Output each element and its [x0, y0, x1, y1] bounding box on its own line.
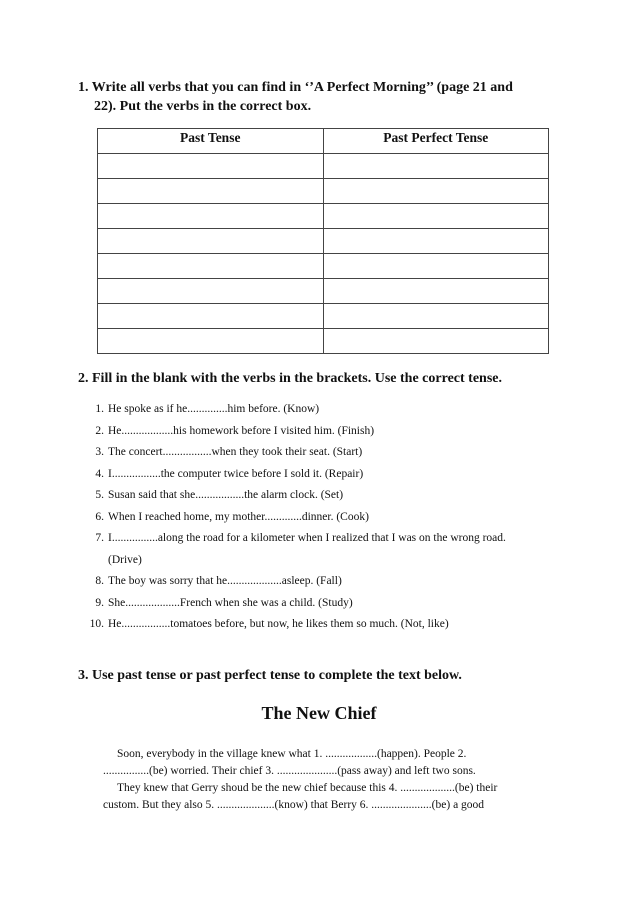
past-tense-cell[interactable]: [98, 304, 324, 329]
past-tense-cell[interactable]: [98, 254, 324, 279]
past-perfect-tense-cell[interactable]: [323, 304, 549, 329]
table-row: [98, 304, 549, 329]
list-item: [76, 571, 566, 593]
story-title: The New Chief: [261, 703, 377, 723]
past-tense-cell[interactable]: [98, 279, 324, 304]
list-item: [76, 399, 566, 421]
table-row: [98, 229, 549, 254]
table-header-row: [98, 129, 549, 154]
item-sentence: I.................the computer twice before I sold it. (Repair): [108, 467, 364, 480]
past-tense-cell[interactable]: [98, 154, 324, 179]
item-number: 9.: [95, 596, 104, 609]
table-row: [98, 154, 549, 179]
column-header-past-tense: Past Tense: [98, 129, 324, 154]
item-number: 8.: [95, 575, 104, 587]
item-sentence: Susan said that she.................the alarm clock. (Set): [108, 489, 344, 501]
question-3-heading: 3. Use past tense or past perfect tense to complete the text below.: [78, 668, 462, 683]
item-number: 10.: [89, 618, 104, 630]
list-item: [76, 507, 566, 529]
question-1-heading: [78, 78, 558, 116]
list-item: [76, 485, 566, 507]
story-line: They knew that Gerry shoud be the new chief because this 4. ...................(be) their: [117, 782, 498, 794]
question-1-heading-line1: 1. Write all verbs that you can find in ‘’A Perfect Morning’’ (page 21 and: [78, 80, 513, 95]
story-line: ................(be) worried. Their chief 3. .....................(pass away) and left two sons.: [103, 765, 476, 777]
list-item: [76, 593, 566, 615]
item-sentence: The boy was sorry that he...................asleep. (Fall): [108, 575, 342, 587]
past-perfect-tense-cell[interactable]: [323, 329, 549, 354]
past-perfect-tense-cell[interactable]: [323, 179, 549, 204]
item-sentence: He..................his homework before I visited him. (Finish): [108, 424, 375, 437]
table-row: [98, 279, 549, 304]
question-1-heading-line2: 22). Put the verbs in the correct box.: [94, 99, 312, 114]
item-sentence-continuation: (Drive): [108, 553, 142, 566]
column-header-past-perfect-tense: Past Perfect Tense: [323, 129, 549, 154]
past-tense-cell[interactable]: [98, 329, 324, 354]
past-perfect-tense-cell[interactable]: [323, 229, 549, 254]
item-sentence: He spoke as if he..............him before. (Know): [108, 403, 320, 415]
item-number: 4.: [95, 467, 104, 480]
item-number: 5.: [95, 489, 104, 501]
item-sentence: The concert.................when they took their seat. (Start): [108, 446, 363, 458]
item-number: 3.: [95, 446, 104, 458]
item-number: 1.: [95, 403, 104, 415]
past-perfect-tense-cell[interactable]: [323, 204, 549, 229]
fill-in-blank-list: [76, 399, 566, 636]
table-row: [98, 329, 549, 354]
item-sentence: I................along the road for a kilometer when I realized that I was on the wrong road.: [108, 532, 506, 544]
story-line: custom. But they also 5. ....................(know) that Berry 6. .....................(be) a good: [103, 799, 485, 811]
verb-tense-table: [97, 128, 549, 354]
past-perfect-tense-cell[interactable]: [323, 154, 549, 179]
list-item: [76, 464, 566, 486]
list-item: [76, 442, 566, 464]
story-line: Soon, everybody in the village knew what 1. ..................(happen). People 2.: [117, 748, 467, 760]
list-item: [76, 614, 566, 636]
past-tense-cell[interactable]: [98, 204, 324, 229]
list-item: [76, 528, 566, 571]
list-item: [76, 421, 566, 443]
table-row: [98, 204, 549, 229]
item-number: 6.: [95, 510, 104, 523]
past-tense-cell[interactable]: [98, 229, 324, 254]
table-row: [98, 254, 549, 279]
item-sentence: He.................tomatoes before, but now, he likes them so much. (Not, like): [108, 618, 449, 630]
past-perfect-tense-cell[interactable]: [323, 254, 549, 279]
item-sentence: She...................French when she was a child. (Study): [108, 596, 353, 609]
table-body: [98, 154, 549, 354]
past-perfect-tense-cell[interactable]: [323, 279, 549, 304]
question-2-heading: 2. Fill in the blank with the verbs in the brackets. Use the correct tense.: [78, 371, 502, 386]
item-number: 2.: [95, 424, 104, 437]
past-tense-cell[interactable]: [98, 179, 324, 204]
item-number: 7.: [95, 532, 104, 544]
story-text: [103, 746, 543, 814]
table-row: [98, 179, 549, 204]
item-sentence: When I reached home, my mother.............dinner. (Cook): [108, 510, 369, 523]
